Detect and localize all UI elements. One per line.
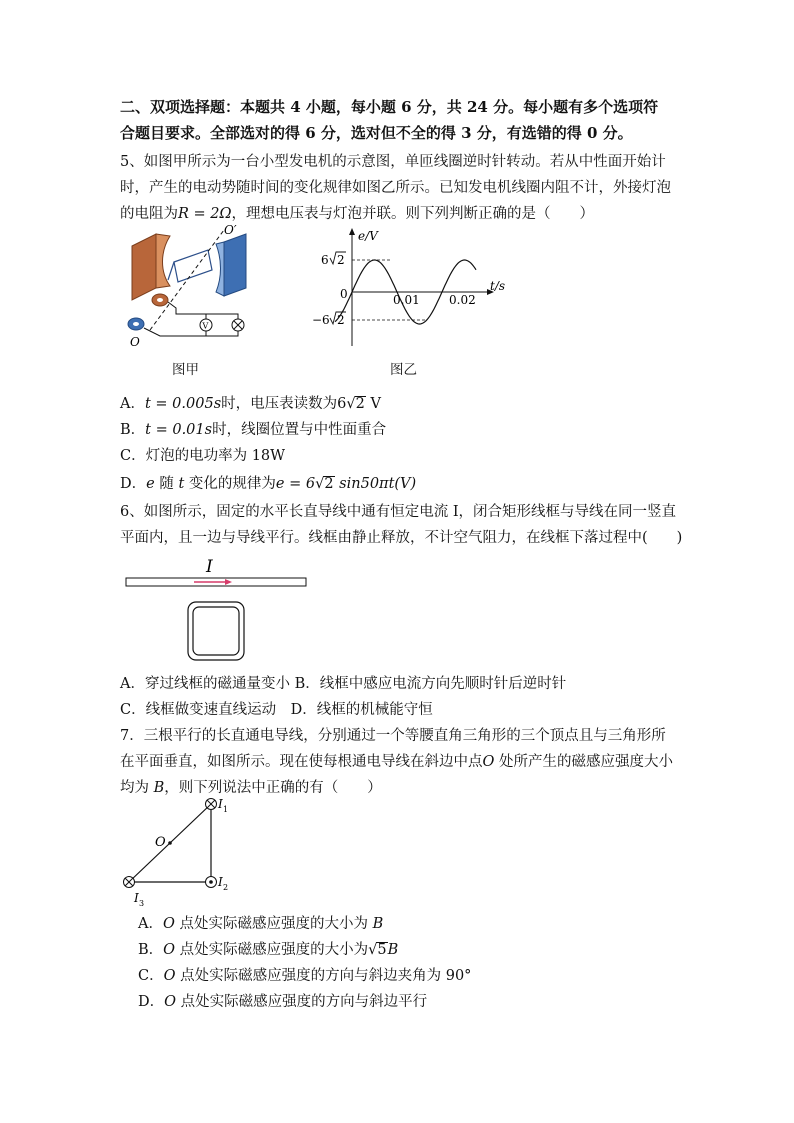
x-axis-label: t/s (490, 279, 506, 293)
label-o: O (130, 335, 140, 349)
y-min-label: −6 (312, 313, 330, 327)
q7-stem-line2: 在平面垂直，如图所示。现在使每根通电导线在斜边中点O 处所产生的磁感应强度大小 (120, 754, 673, 770)
q6-stem-line2: 平面内，且一边与导线平行。线框由静止释放，不计空气阻力，在线框下落过程中( ) (120, 530, 683, 546)
label-o-prime: O′ (224, 223, 237, 237)
section-heading-line1: 二、双项选择题：本题共 4 小题，每小题 6 分，共 24 分。每小题有多个选项符 (120, 98, 659, 116)
i3-subscript: 3 (139, 899, 145, 908)
triangle-wires-diagram (118, 796, 248, 908)
x-tick-2: 0.02 (449, 293, 476, 307)
origin-label: 0 (340, 287, 348, 301)
q5-option-a[interactable]: A．t = 0.005s时，电压表读数为6√2 V (120, 396, 381, 412)
x-tick-1: 0.01 (393, 293, 420, 307)
q6-options-ab[interactable]: A．穿过线框的磁通量变小 B．线框中感应电流方向先顺时针后逆时针 (120, 676, 567, 692)
y-min-root: 2 (337, 313, 345, 327)
point-o-label: O (155, 835, 166, 850)
y-axis-label: e/V (358, 229, 378, 243)
wire-and-loop-diagram (124, 554, 310, 664)
q5-option-c[interactable]: C．灯泡的电功率为 18W (120, 448, 286, 464)
i1-subscript: 1 (223, 805, 229, 814)
q7-option-b[interactable]: B．O 点处实际磁感应强度的大小为√5B (138, 942, 399, 958)
q5-option-d[interactable]: D．e 随 t 变化的规律为e = 6√2 sin50πt(V) (120, 476, 417, 492)
i2-label: I (218, 875, 223, 889)
q7-option-d[interactable]: D．O 点处实际磁感应强度的方向与斜边平行 (138, 994, 428, 1010)
y-max-label: 6 (321, 253, 329, 267)
i3-label: I (134, 891, 139, 905)
q5-stem-line3: 的电阻为R = 2Ω，理想电压表与灯泡并联。则下列判断正确的是（ ） (120, 206, 595, 222)
emf-time-graph (300, 222, 520, 354)
q5-resistance-formula: R = 2Ω (178, 206, 232, 222)
y-max-root: 2 (337, 253, 345, 267)
figure-a-caption: 图甲 (172, 362, 199, 378)
current-label: I (206, 557, 213, 577)
q7-option-a[interactable]: A．O 点处实际磁感应强度的大小为 B (138, 916, 384, 932)
q7-stem-line1: 7．三根平行的长直通电导线，分别通过一个等腰直角三角形的三个顶点且与三角形所 (120, 728, 666, 744)
generator-diagram (120, 222, 260, 352)
q5-stem-line2: 时，产生的电动势随时间的变化规律如图乙所示。已知发电机线圈内阻不计，外接灯泡 (120, 180, 671, 196)
svg-text:V: V (202, 321, 209, 331)
section-heading-line2: 合题目要求。全部选对的得 6 分，选对但不全的得 3 分，有选错的得 0 分。 (120, 124, 633, 142)
i1-label: I (218, 797, 223, 811)
figure-b-caption: 图乙 (390, 362, 417, 378)
q6-options-cd[interactable]: C．线框做变速直线运动 D．线框的机械能守恒 (120, 702, 433, 718)
q7-stem-line3: 均为 B，则下列说法中正确的有（ ） (120, 780, 382, 796)
q7-option-c[interactable]: C．O 点处实际磁感应强度的方向与斜边夹角为 90° (138, 968, 472, 984)
q5-stem-line1: 5、如图甲所示为一台小型发电机的示意图，单匝线圈逆时针转动。若从中性面开始计 (120, 154, 666, 170)
i2-subscript: 2 (223, 883, 229, 892)
q6-stem-line1: 6、如图所示，固定的水平长直导线中通有恒定电流 I，闭合矩形线框与导线在同一竖直 (120, 504, 677, 520)
q5-option-b[interactable]: B．t = 0.01s时，线圈位置与中性面重合 (120, 422, 387, 438)
